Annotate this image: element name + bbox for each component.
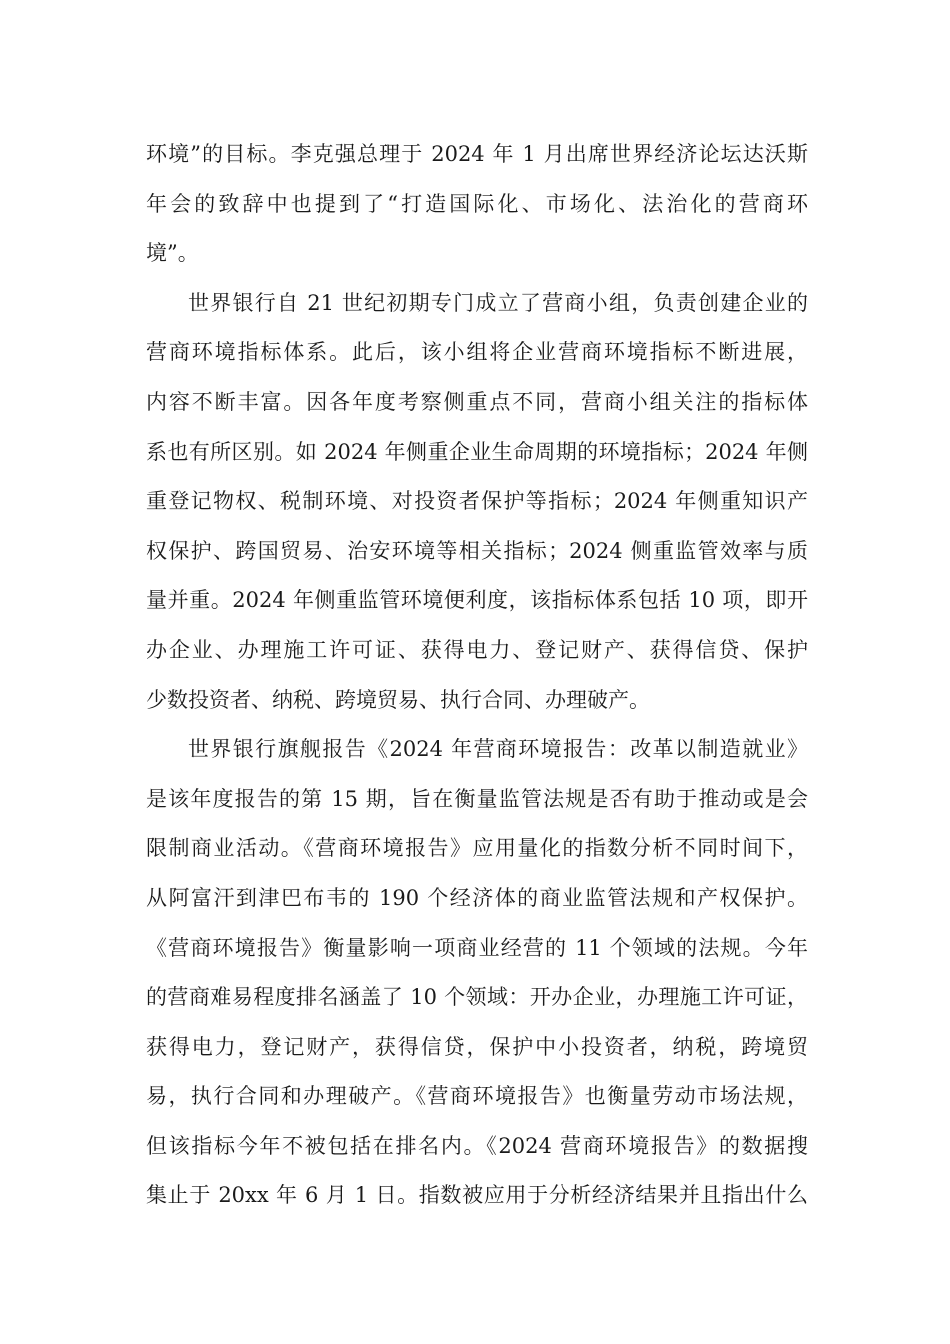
paragraph-1 xyxy=(146,130,808,279)
text-line: 营商环境指标体系。此后，该小组将企业营商环境指标不断进展， xyxy=(146,340,808,365)
paragraph-3 xyxy=(146,725,808,1221)
text-line: 限制商业活动。《营商环境报告》应用量化的指数分析不同时间下， xyxy=(146,836,808,861)
text-line: 易，执行合同和办理破产。《营商环境报告》也衡量劳动市场法规， xyxy=(146,1084,808,1109)
text-line: 内容不断丰富。因各年度考察侧重点不同，营商小组关注的指标体 xyxy=(146,389,808,414)
paragraph-2 xyxy=(146,279,808,725)
text-line: 从阿富汗到津巴布韦的 190 个经济体的商业监管法规和产权保护。 xyxy=(146,885,808,910)
text-line: 境”。 xyxy=(146,241,199,266)
text-line: 世界银行自 21 世纪初期专门成立了营商小组，负责创建企业的 xyxy=(188,290,808,315)
text-line: 世界银行旗舰报告《2024 年营商环境报告：改革以制造就业》 xyxy=(188,737,808,762)
text-line: 系也有所区别。如 2024 年侧重企业生命周期的环境指标；2024 年侧 xyxy=(146,439,808,464)
text-line: 《营商环境报告》衡量影响一项商业经营的 11 个领域的法规。今年 xyxy=(146,935,808,960)
text-line: 但该指标今年不被包括在排名内。《2024 营商环境报告》的数据搜 xyxy=(146,1133,808,1158)
text-line: 权保护、跨国贸易、治安环境等相关指标；2024 侧重监管效率与质 xyxy=(146,538,808,563)
text-line: 量并重。2024 年侧重监管环境便利度，该指标体系包括 10 项，即开 xyxy=(146,588,808,613)
text-line: 是该年度报告的第 15 期，旨在衡量监管法规是否有助于推动或是会 xyxy=(146,786,808,811)
text-line: 的营商难易程度排名涵盖了 10 个领域：开办企业，办理施工许可证， xyxy=(146,985,808,1010)
text-line: 少数投资者、纳税、跨境贸易、执行合同、办理破产。 xyxy=(146,687,650,712)
text-line: 环境”的目标。李克强总理于 2024 年 1 月出席世界经济论坛达沃斯 xyxy=(146,142,808,166)
document-body xyxy=(146,130,808,1221)
text-line: 重登记物权、税制环境、对投资者保护等指标；2024 年侧重知识产 xyxy=(146,489,808,514)
text-line: 获得电力，登记财产，获得信贷，保护中小投资者，纳税，跨境贸 xyxy=(146,1034,808,1059)
text-line: 年会的致辞中也提到了“打造国际化、市场化、法治化的营商环 xyxy=(146,191,808,216)
text-line: 集止于 20xx 年 6 月 1 日。指数被应用于分析经济结果并且指出什么 xyxy=(146,1183,808,1208)
text-line: 办企业、办理施工许可证、获得电力、登记财产、获得信贷、保护 xyxy=(146,637,808,662)
